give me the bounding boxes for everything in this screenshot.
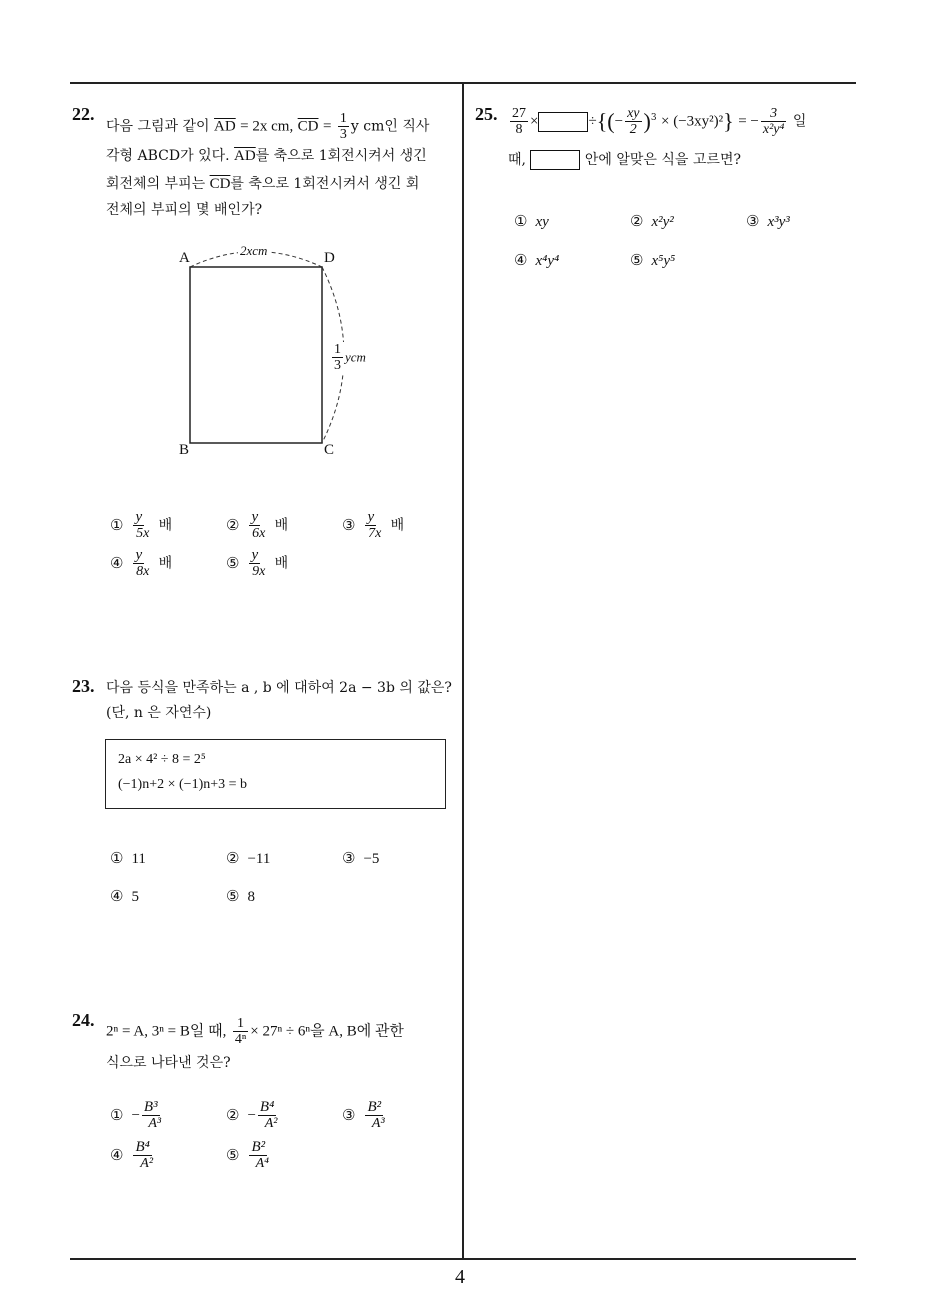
q22-choice-1[interactable]: ① $\frac{y}{5x}$ 배 [110,509,173,541]
page-number: 4 [455,1266,465,1288]
q24-choice-2[interactable]: ② − $\frac{\text{B⁴}}{\text{A²}}$ [226,1099,278,1131]
vertex-label-b: B [179,442,190,458]
question-22-line-1: 다음 그림과 같이 $\overline{AD} = 2x$ cm, $\overline{CD}$ = $\frac{1}{3}$ y cm인 직사 [106,111,430,142]
question-25-line-2: 때, 안에 알맞은 식을 고르면? [508,152,741,168]
question-22-fraction: $\frac{1}{3}$ [339,111,347,142]
question-23-number: 23. [72,676,95,696]
q25-choice-5[interactable]: ⑤ x⁵y⁵ [630,251,676,269]
q22-choice-4[interactable]: ④ $\frac{y}{8x}$ 배 [110,547,173,579]
q23-choice-5[interactable]: ⑤ 8 [226,887,255,905]
q24-choice-5[interactable]: ⑤ $\frac{\text{B²}}{\text{A⁴}}$ [226,1139,269,1171]
q24-choice-3[interactable]: ③ $\frac{\text{B²}}{\text{A³}}$ [342,1099,385,1131]
side-length-label: $\frac{1}{3}$ ycm [330,342,366,373]
bottom-rule [70,1258,856,1260]
q23-choice-3[interactable]: ③ −5 [342,849,380,867]
q25-choice-3[interactable]: ③ x³y³ [746,212,790,230]
question-24-line-1: 2ⁿ = A, 3ⁿ = B일 때, $\frac{1}{\text{4ⁿ}}$ × 27ⁿ ÷ 6ⁿ을 A, B에 관한 [106,1016,404,1047]
q22-choice-3[interactable]: ③ $\frac{y}{7x}$ 배 [342,509,405,541]
q24-choice-4[interactable]: ④ $\frac{\text{B⁴}}{\text{A²}}$ [110,1139,154,1171]
q25-choice-4[interactable]: ④ x⁴y⁴ [514,251,560,269]
q23-choice-1[interactable]: ① 11 [110,849,146,867]
vertex-label-d: D [324,250,335,266]
top-length-label: 2xcm [240,243,268,258]
question-22-line-3: 회전체의 부피는 $\overline{CD}$를 축으로 1회전시켜서 생긴 회 [106,176,420,192]
vertex-label-a: A [179,250,190,266]
question-23-line-2: (단, n 은 자연수) [106,705,212,721]
condition-line-1: 2a × 4² ÷ 8 = 2⁵ [118,752,206,767]
question-24-line-2: 식으로 나타낸 것은? [106,1055,231,1071]
question-23-line-1: 다음 등식을 만족하는 a , b 에 대하여 2a − 3b 의 값은? [106,680,452,696]
column-divider [462,82,464,1260]
vertex-label-c: C [324,442,335,458]
q22-choice-5[interactable]: ⑤ $\frac{y}{9x}$ 배 [226,547,289,579]
q23-choice-4[interactable]: ④ 5 [110,887,139,905]
rectangle-abcd [190,267,322,443]
question-22-number: 22. [72,104,95,124]
q24-choice-1[interactable]: ① − $\frac{\text{B³}}{\text{A³}}$ [110,1099,162,1131]
question-24-number: 24. [72,1010,95,1030]
q22-choice-2[interactable]: ② $\frac{y}{6x}$ 배 [226,509,289,541]
q23-choice-2[interactable]: ② −11 [226,849,271,867]
question-22-line-2: 각형 ABCD가 있다. $\overline{AD}$를 축으로 1회전시켜서 생긴 [106,148,427,164]
question-25-number: 25. [475,104,498,124]
question-22-line-4: 전체의 부피의 몇 배인가? [106,202,263,218]
question-25-line-1: $\frac{27}{8}$ × ÷{(− $\frac{xy}{2}$ )$^3$ × (−3xy²)²} = − $\frac{3}{\text{x²y⁴}}$ 일 [512,106,807,137]
q25-choice-2[interactable]: ② x²y² [630,212,674,230]
q25-choice-1[interactable]: ① xy [514,212,549,230]
answer-blank-ref [530,150,580,170]
condition-line-2: (−1)n+2 × (−1)n+3 = b [118,777,248,792]
answer-blank [538,112,588,132]
